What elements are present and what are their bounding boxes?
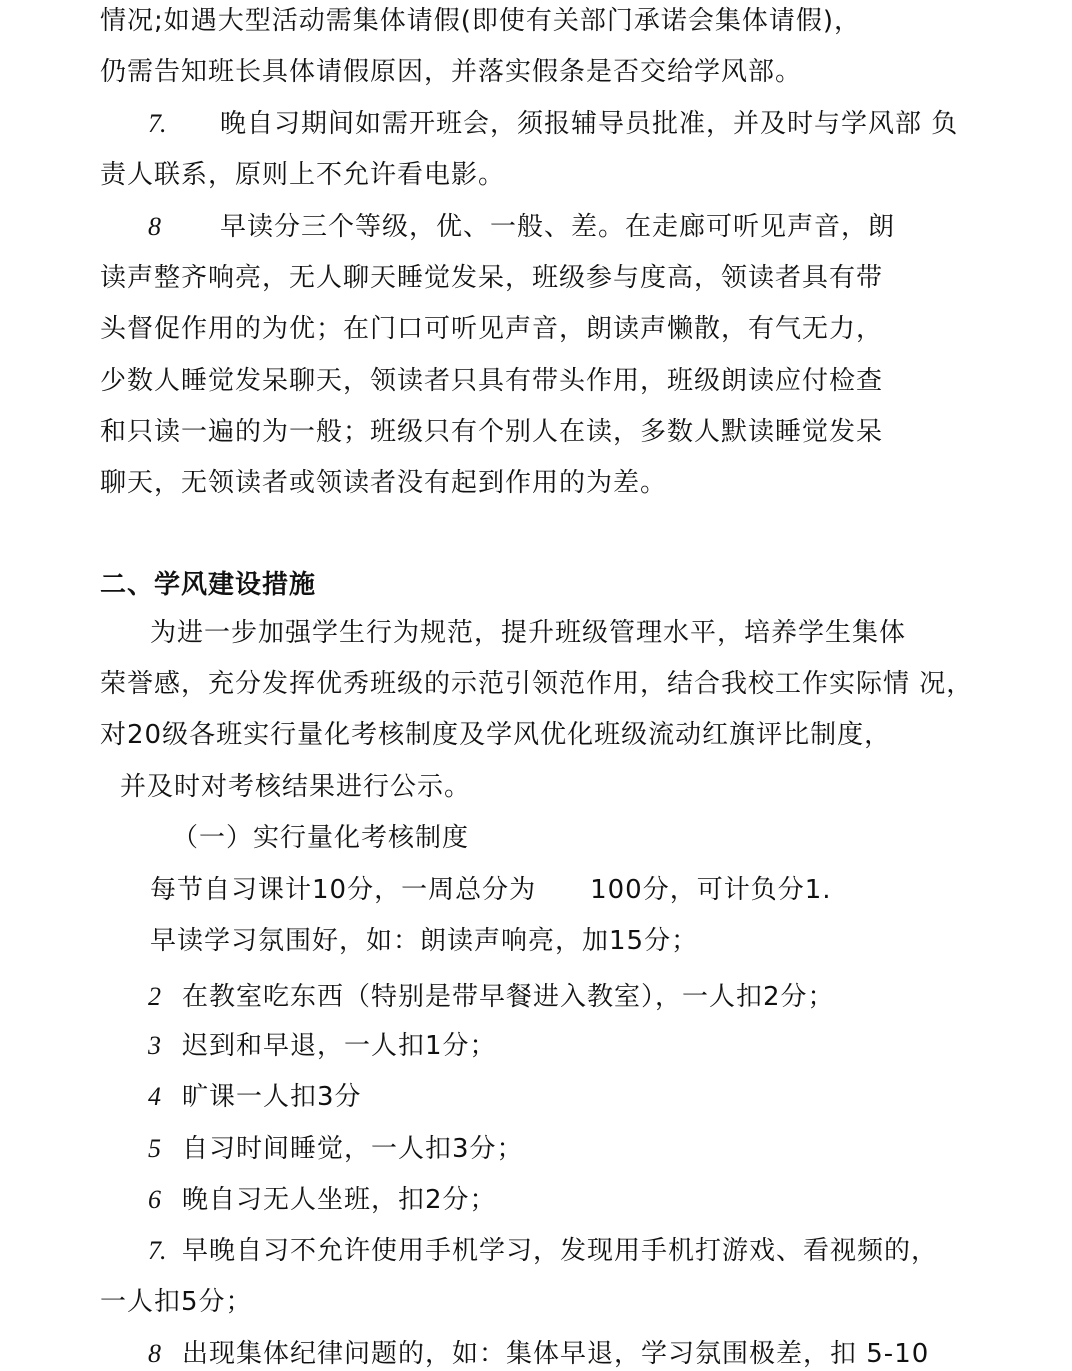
text-line: 早晚自习不允许使用手机学习，发现用手机打游戏、看视频的，: [182, 1236, 939, 1266]
text-line: 头督促作用的为优；在门口可听见声音，朗读声懒散，有气无力，: [100, 314, 884, 344]
text-line: 荣誉感，充分发挥优秀班级的示范引领范作用，结合我校工作实际情 况，: [100, 669, 974, 699]
text-line: 晚自习无人坐班，扣2分；: [182, 1185, 497, 1215]
item-number: 3: [148, 1031, 160, 1060]
text-line: 旷课一人扣3分: [182, 1082, 362, 1112]
item-number: 7.: [148, 1236, 166, 1265]
text-line: 晚自习期间如需开班会，须报辅导员批准，并及时与学风部 负: [220, 109, 959, 139]
item-number: 6: [148, 1185, 160, 1214]
text-line: 早读学习氛围好，如：朗读声响亮，加15分；: [150, 926, 699, 956]
item-number: 2: [148, 982, 160, 1011]
text-line: 对20级各班实行量化考核制度及学风优化班级流动红旗评比制度，: [100, 720, 892, 750]
section-heading: 二、学风建设措施: [100, 570, 317, 600]
item-number: 8: [148, 212, 160, 241]
text-line: 自习时间睡觉，一人扣3分；: [182, 1134, 524, 1164]
text-line: 每节自习课计10分，一周总分为 100分，可计负分1.: [150, 875, 832, 905]
subsection-heading: （一）实行量化考核制度: [172, 823, 470, 853]
text-line: 在教室吃东西（特别是带早餐进入教室），一人扣2分；: [182, 982, 835, 1012]
item-number: 8: [148, 1339, 160, 1368]
item-number: 5: [148, 1134, 160, 1163]
text-line: 并及时对考核结果进行公示。: [120, 772, 472, 802]
text-line: 情况;如遇大型活动需集体请假(即使有关部门承诺会集体请假)，: [100, 6, 862, 36]
text-line: 和只读一遍的为一般；班级只有个别人在读，多数人默读睡觉发呆: [100, 417, 884, 447]
text-line: 仍需告知班长具体请假原因，并落实假条是否交给学风部。: [100, 57, 803, 87]
text-line: 少数人睡觉发呆聊天，领读者只具有带头作用，班级朗读应付检查: [100, 366, 884, 396]
text-line: 为进一步加强学生行为规范，提升班级管理水平，培养学生集体: [150, 618, 907, 648]
item-number: 4: [148, 1082, 160, 1111]
text-line: 责人联系，原则上不允许看电影。: [100, 160, 506, 190]
text-line: 聊天，无领读者或领读者没有起到作用的为差。: [100, 468, 668, 498]
text-line: 迟到和早退，一人扣1分；: [182, 1031, 497, 1061]
text-line: 一人扣5分；: [100, 1287, 253, 1317]
item-number: 7.: [148, 109, 166, 138]
text-line: 早读分三个等级，优、一般、差。在走廊可听见声音，朗: [220, 212, 896, 242]
text-line: 出现集体纪律问题的，如：集体早退，学习氛围极差，扣 5-10: [182, 1339, 930, 1369]
text-line: 读声整齐响亮，无人聊天睡觉发呆，班级参与度高，领读者具有带: [100, 263, 884, 293]
